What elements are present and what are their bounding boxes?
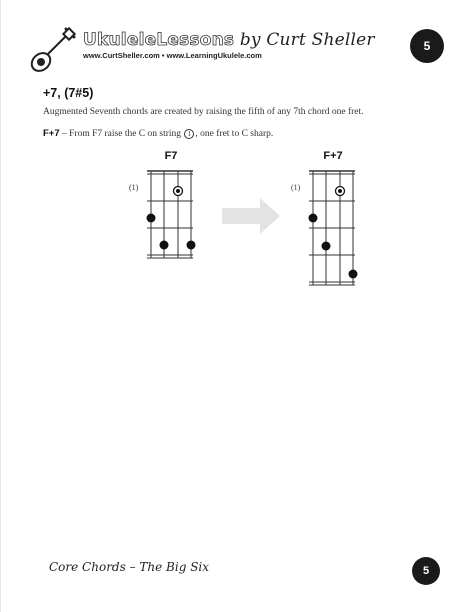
fretboard-grid xyxy=(287,150,377,295)
fret-position-label: (1) xyxy=(291,183,301,192)
chord-diagram-f7 xyxy=(125,150,215,270)
finger-dot xyxy=(322,242,331,251)
string-number-badge: 1 xyxy=(184,129,194,139)
finger-dot xyxy=(349,270,358,279)
brand-title xyxy=(83,30,375,50)
chord-diagram-title: F7 xyxy=(164,150,178,162)
section-description: Augmented Seventh chords are created by raising the fifth of any 7th chord one fret. xyxy=(43,107,364,117)
finger-dot xyxy=(160,241,169,250)
instruction-prefix: – From F7 raise the C on string xyxy=(59,129,184,139)
brand-author: by Curt Sheller xyxy=(234,30,375,50)
fret-position-label: (1) xyxy=(129,183,139,192)
fretboard-grid xyxy=(125,150,215,270)
footer-page-number-badge: 5 xyxy=(412,557,440,585)
example-chord-name: F+7 xyxy=(43,128,60,139)
footer-book-title: Core Chords – The Big Six xyxy=(49,560,210,574)
brand-name: UkuleleLessons xyxy=(83,30,235,50)
ukulele-icon xyxy=(27,26,77,76)
section-title: +7, (7#5) xyxy=(43,86,94,100)
chord-diagram-title: F+7 xyxy=(323,150,343,162)
finger-dot xyxy=(176,189,180,193)
chord-instruction xyxy=(43,128,273,139)
finger-dot xyxy=(147,214,156,223)
chord-diagram-f-aug7 xyxy=(287,150,377,295)
instruction-suffix: , one fret to C sharp. xyxy=(195,129,274,139)
finger-dot xyxy=(338,189,342,193)
right-arrow-icon xyxy=(222,196,282,236)
website-urls: www.CurtSheller.com • www.LearningUkulele.com xyxy=(83,51,262,60)
finger-dot xyxy=(309,214,318,223)
page-number-badge: 5 xyxy=(410,29,444,63)
finger-dot xyxy=(187,241,196,250)
